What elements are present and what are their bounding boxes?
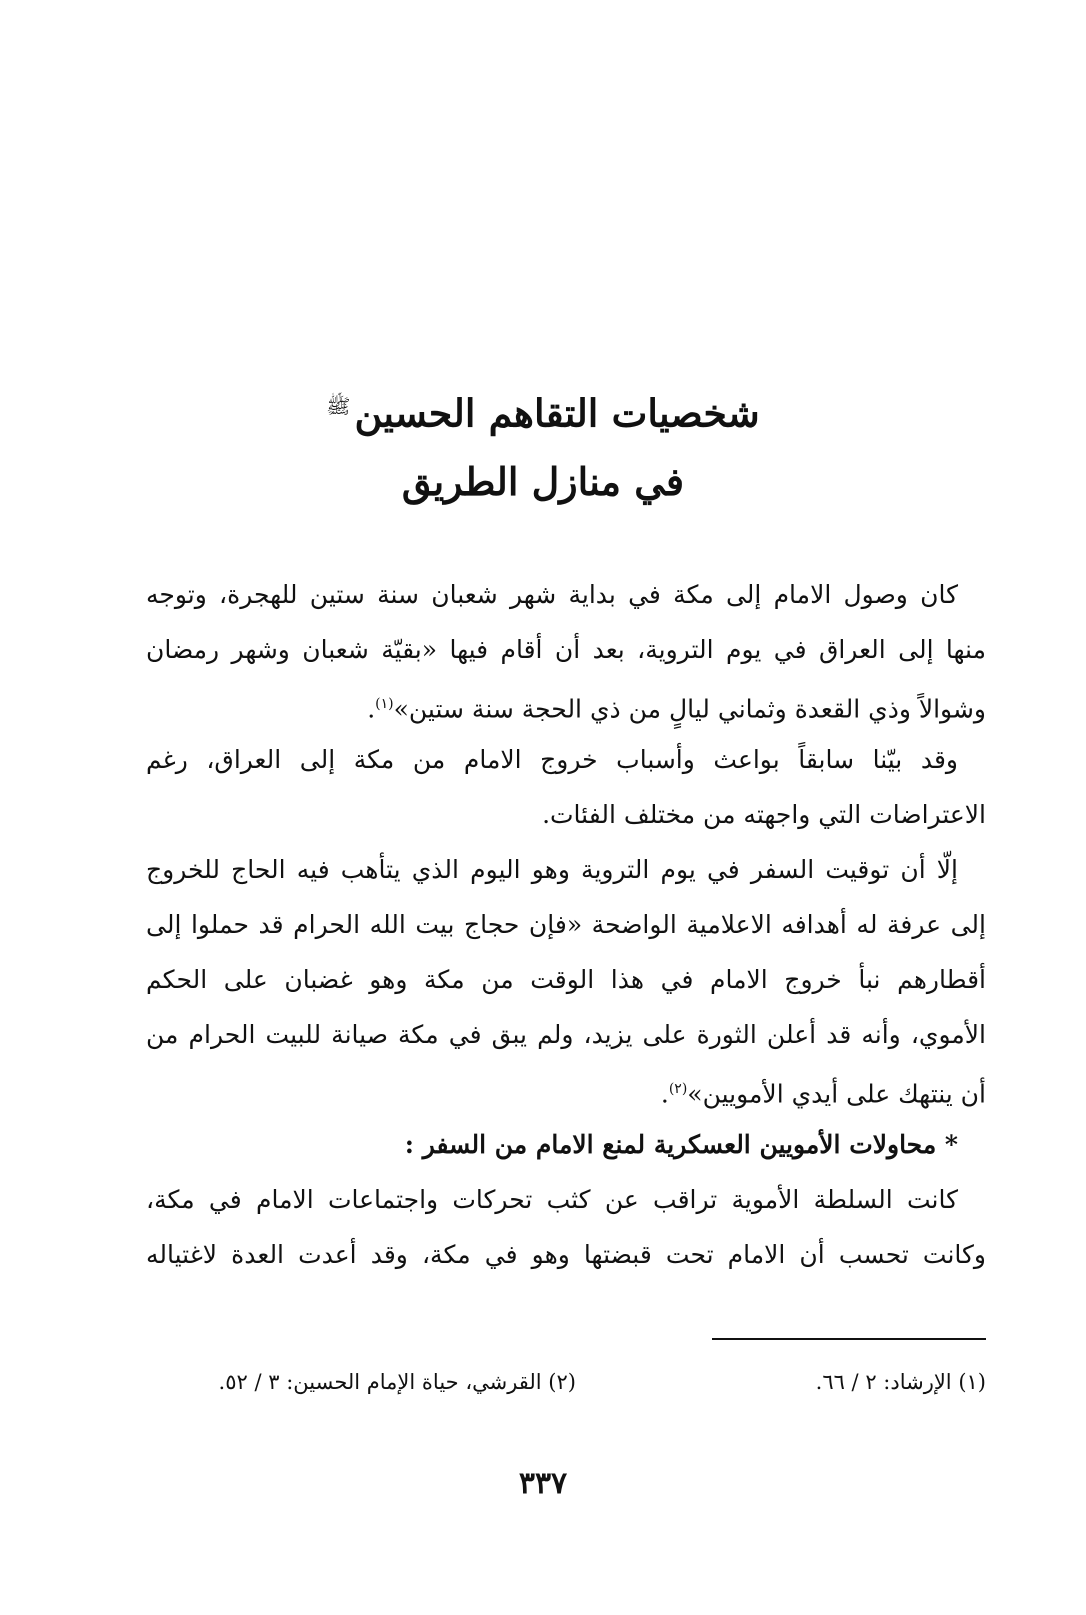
period: . [367, 694, 376, 724]
body-text [146, 567, 986, 1282]
title-line-2: في منازل الطريق [401, 458, 685, 504]
body-line-text: وشوالاً وذي القعدة وثماني ليالٍ من ذي الحجة سنة ستين» [393, 694, 986, 724]
body-line: إلّا أن توقيت السفر في يوم التروية وهو اليوم الذي يتأهب فيه الحاج للخروج [146, 855, 958, 884]
honorific-symbol: ﷺ [326, 394, 351, 418]
footnotes [146, 1364, 986, 1400]
body-line [146, 1062, 986, 1117]
page-number: ٣٣٧ [518, 1466, 568, 1501]
footnote-1: (١) الإرشاد: ٢ / ٦٦. [815, 1370, 986, 1394]
footnote-divider [712, 1338, 986, 1340]
body-line [146, 677, 986, 732]
body-line: الأموي، وأنه قد أعلن الثورة على يزيد، ولم يبق في مكة صيانة للبيت الحرام من [146, 1020, 986, 1049]
title-line-1 [0, 372, 1086, 448]
footnote-2: (٢) القرشي، حياة الإمام الحسين: ٣ / ٥٢. [218, 1370, 576, 1394]
section-heading: * محاولات الأمويين العسكرية لمنع الامام من السفر : [404, 1130, 958, 1159]
body-line: وقد بيّنا سابقاً بواعث وأسباب خروج الامام من مكة إلى العراق، رغم [146, 745, 958, 774]
body-line: كان وصول الامام إلى مكة في بداية شهر شعبان سنة ستين للهجرة، وتوجه [146, 580, 958, 609]
body-line-text: أن ينتهك على أيدي الأمويين» [687, 1079, 986, 1109]
body-line: وكانت تحسب أن الامام تحت قبضتها وهو في مكة، وقد أعدت العدة لاغتياله [146, 1240, 986, 1269]
body-line: كانت السلطة الأموية تراقب عن كثب تحركات واجتماعات الامام في مكة، [146, 1185, 958, 1214]
period: . [660, 1079, 669, 1109]
body-line: منها إلى العراق في يوم التروية، بعد أن أقام فيها «بقيّة شعبان وشهر رمضان [146, 635, 986, 664]
title-text-1: شخصيات التقاهم الحسين [354, 390, 760, 436]
body-line: الاعتراضات التي واجهته من مختلف الفئات. [542, 800, 986, 829]
footnote-ref-1[interactable]: (١) [375, 696, 394, 712]
body-line: إلى عرفة له أهدافه الاعلامية الواضحة «فإن حجاج بيت الله الحرام قد حملوا إلى [146, 910, 986, 939]
footnote-ref-2[interactable]: (٢) [668, 1081, 688, 1097]
body-line: أقطارهم نبأ خروج الامام في هذا الوقت من مكة وهو غضبان على الحكم [146, 965, 986, 994]
chapter-title [0, 372, 1086, 516]
